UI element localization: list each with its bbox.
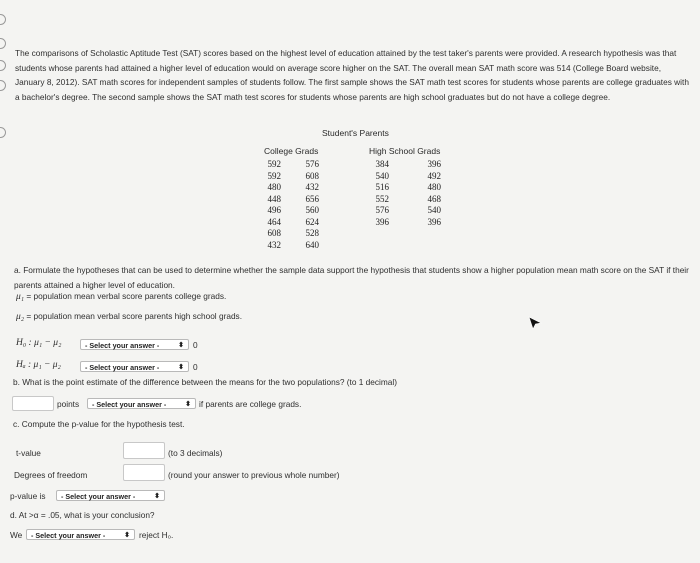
hs-score-cell: 492: [427, 170, 441, 181]
college-score-cell: 448: [267, 193, 281, 204]
mu2-symbol: μ₂: [16, 312, 25, 322]
hs-grads-col-1: [363, 159, 389, 228]
hs-score-cell: 540: [375, 170, 389, 181]
hs-score-cell: 540: [427, 205, 441, 215]
chevron-updown-icon: ⬍: [178, 342, 184, 349]
t-value-label: t-value: [16, 448, 41, 458]
t-value-input[interactable]: [123, 442, 165, 459]
point-estimate-select[interactable]: [87, 398, 196, 409]
alt-hypothesis-label: Hₐ : μ₁ − μ₂: [16, 360, 61, 370]
t-value-hint: (to 3 decimals): [168, 448, 223, 458]
college-score-cell: 432: [305, 182, 319, 192]
mouse-cursor-icon: [527, 315, 543, 331]
hs-score-cell: 480: [427, 182, 441, 192]
hs-grads-header: High School Grads: [369, 146, 441, 156]
mu2-definition: = population mean verbal score parents high school grads.: [26, 311, 243, 321]
null-hypothesis-select[interactable]: [80, 339, 189, 350]
chevron-updown-icon: ⬍: [185, 401, 191, 408]
step-marker-2[interactable]: [0, 38, 6, 49]
hs-score-cell: 384: [375, 159, 389, 169]
hs-score-cell: 396: [427, 216, 441, 227]
chevron-updown-icon: ⬍: [154, 493, 160, 500]
college-grads-col-1: [255, 159, 281, 251]
step-marker-4[interactable]: [0, 80, 6, 91]
college-score-cell: 608: [267, 228, 281, 238]
degrees-of-freedom-label: Degrees of freedom: [14, 470, 88, 480]
college-score-cell: 480: [267, 182, 281, 192]
college-score-cell: 496: [267, 205, 281, 215]
hs-score-cell: 552: [375, 193, 389, 204]
point-estimate-suffix: if parents are college grads.: [199, 399, 302, 409]
chevron-updown-icon: ⬍: [124, 532, 130, 539]
part-b-text: b. What is the point estimate of the difference between the means for the two populations? (to 1 decimal): [13, 377, 398, 387]
step-marker-1[interactable]: [0, 14, 6, 25]
select-label: - Select your answer -: [31, 531, 106, 540]
table-caption: Student's Parents: [322, 128, 389, 138]
hs-score-cell: 576: [375, 205, 389, 215]
step-marker-5[interactable]: [0, 127, 6, 138]
conclusion-select[interactable]: [26, 529, 135, 540]
p-value-select[interactable]: [56, 490, 165, 501]
select-label: - Select your answer -: [85, 341, 160, 350]
college-score-cell: 608: [305, 170, 319, 181]
college-grads-header: College Grads: [264, 146, 319, 156]
degrees-of-freedom-hint: (round your answer to previous whole number): [168, 470, 340, 480]
left-rail: [0, 0, 10, 563]
college-score-cell: 432: [267, 239, 281, 250]
select-label: - Select your answer -: [85, 363, 160, 372]
part-d-text: d. At >α = .05, what is your conclusion?: [10, 510, 155, 520]
mu1-symbol: μ₁: [16, 292, 25, 302]
step-marker-3[interactable]: [0, 60, 6, 71]
college-score-cell: 464: [267, 216, 281, 227]
alt-hypothesis-zero: 0: [193, 362, 198, 372]
college-score-cell: 576: [305, 159, 319, 169]
null-hypothesis-label: H₀ : μ₁ − μ₂: [16, 338, 62, 348]
college-score-cell: 624: [305, 216, 319, 227]
degrees-of-freedom-input[interactable]: [123, 464, 165, 481]
hs-score-cell: 396: [375, 216, 389, 227]
points-label: points: [57, 399, 80, 409]
college-score-cell: 592: [267, 170, 281, 181]
select-label: - Select your answer -: [61, 492, 136, 501]
part-a-text: a. Formulate the hypotheses that can be used to determine whether the sample data support the hypothesis that students show a higher population mean math score on the SAT if their parents attained a higher level of education.: [14, 265, 689, 290]
hs-grads-col-2: [415, 159, 441, 228]
college-score-cell: 560: [305, 205, 319, 215]
point-estimate-input[interactable]: [12, 396, 54, 411]
select-label: - Select your answer -: [92, 400, 167, 409]
p-value-label: p-value is: [10, 491, 46, 501]
hs-score-cell: 396: [427, 159, 441, 169]
college-score-cell: 656: [305, 193, 319, 204]
null-hypothesis-zero: 0: [193, 340, 198, 350]
hs-score-cell: 468: [427, 193, 441, 204]
college-grads-col-2: [293, 159, 319, 251]
problem-intro: The comparisons of Scholastic Aptitude Test (SAT) scores based on the highest level of education attained by the test taker's parents were provided. A research hypothesis was that students whose parents had attained a higher level of education would on average score higher on the SAT. The overall mean SAT math score was 514 (College Board website, January 8, 2012). SAT math scores for independent samples of students follow. The first sample shows the SAT math test scores for students whose parents are college graduates with a bachelor's degree. The second sample shows the SAT math test scores for students whose parents are high school graduates but do not have a college degree.: [15, 48, 689, 102]
college-score-cell: 640: [305, 239, 319, 250]
mu1-definition: = population mean verbal score parents college grads.: [26, 291, 227, 301]
part-c-text: c. Compute the p-value for the hypothesis test.: [13, 419, 185, 429]
hs-score-cell: 516: [375, 182, 389, 192]
college-score-cell: 528: [305, 228, 319, 238]
we-label: We: [10, 530, 23, 540]
alt-hypothesis-select[interactable]: [80, 361, 189, 372]
college-score-cell: 592: [267, 159, 281, 169]
chevron-updown-icon: ⬍: [178, 364, 184, 371]
reject-label: reject H₀.: [139, 530, 174, 540]
